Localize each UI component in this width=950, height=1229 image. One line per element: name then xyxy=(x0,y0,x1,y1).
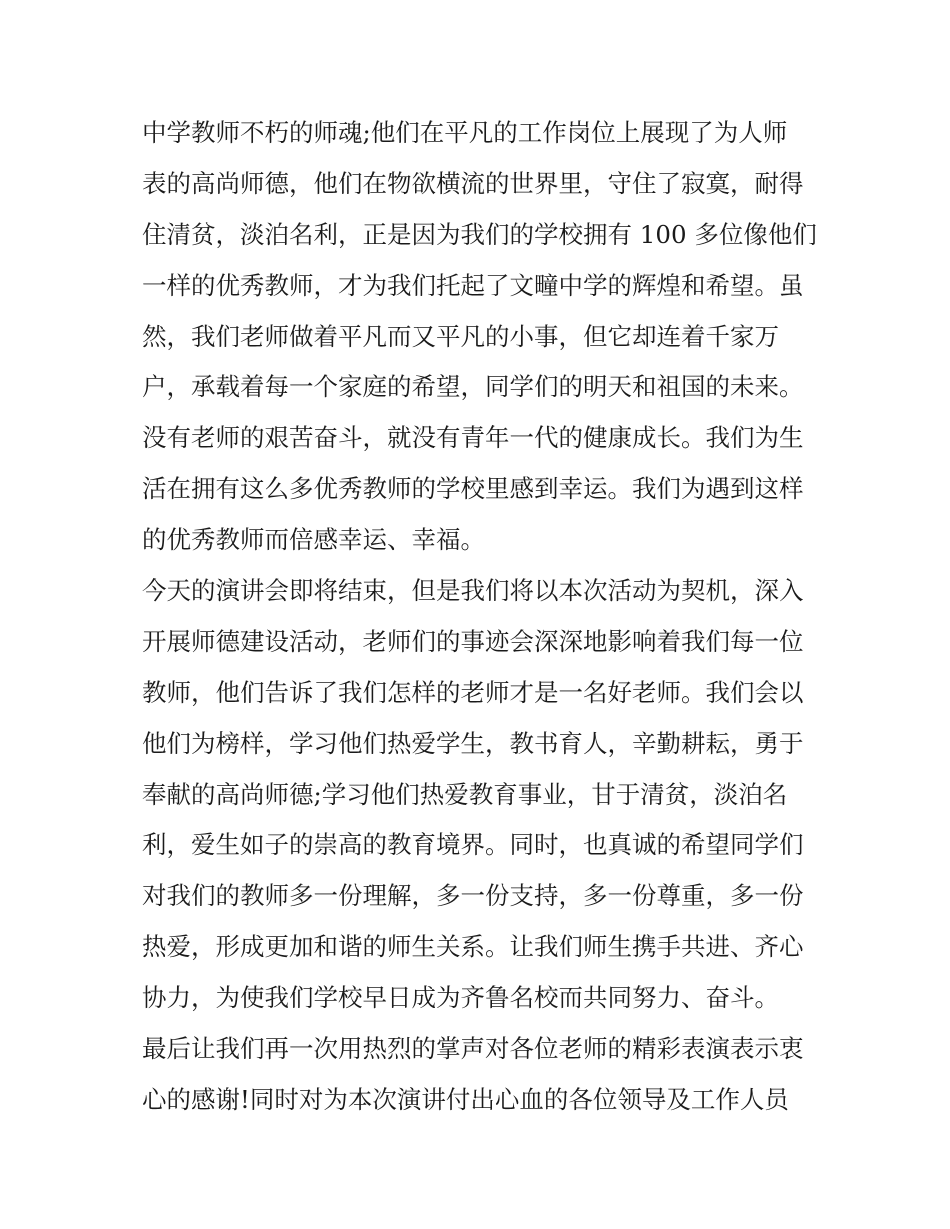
text-line: 表的高尚师德，他们在物欲横流的世界里，守住了寂寞，耐得 xyxy=(142,168,804,198)
text-line: 对我们的教师多一份理解，多一份支持，多一份尊重，多一份 xyxy=(142,881,804,911)
text-line: 今天的演讲会即将结束，但是我们将以本次活动为契机，深入 xyxy=(142,576,804,606)
text-line: 没有老师的艰苦奋斗，就没有青年一代的健康成长。我们为生 xyxy=(142,423,804,453)
text-line: 一样的优秀教师，才为我们托起了文疃中学的辉煌和希望。虽 xyxy=(142,270,804,300)
text-line: 热爱，形成更加和谐的师生关系。让我们师生携手共进、齐心 xyxy=(142,932,804,962)
text-line: 最后让我们再一次用热烈的掌声对各位老师的精彩表演表示衷 xyxy=(142,1034,804,1064)
text-line: 教师，他们告诉了我们怎样的老师才是一名好老师。我们会以 xyxy=(142,677,804,707)
text-line: 然，我们老师做着平凡而又平凡的小事，但它却连着千家万 xyxy=(142,321,779,351)
text-line: 奉献的高尚师德;学习他们热爱教育事业，甘于清贫，淡泊名 xyxy=(142,779,788,809)
text-line: 中学教师不朽的师魂;他们在平凡的工作岗位上展现了为人师 xyxy=(142,118,788,147)
text-line: 开展师德建设活动，老师们的事迹会深深地影响着我们每一位 xyxy=(142,626,804,656)
text-line: 户，承载着每一个家庭的希望，同学们的明天和祖国的未来。 xyxy=(142,372,804,402)
text-line: 他们为榜样，学习他们热爱学生，教书育人，辛勤耕耘，勇于 xyxy=(142,728,804,758)
text-line: 的优秀教师而倍感幸运、幸福。 xyxy=(142,525,485,555)
text-line: 住清贫，淡泊名利，正是因为我们的学校拥有 100 多位像他们 xyxy=(142,219,817,249)
body-text xyxy=(142,108,832,1126)
text-line: 心的感谢!同时对为本次演讲付出心血的各位领导及工作人员 xyxy=(142,1084,789,1114)
text-line: 利，爱生如子的崇高的教育境界。同时，也真诚的希望同学们 xyxy=(142,830,804,860)
text-line: 协力，为使我们学校早日成为齐鲁名校而共同努力、奋斗。 xyxy=(142,983,779,1013)
text-line: 活在拥有这么多优秀教师的学校里感到幸运。我们为遇到这样 xyxy=(142,474,804,504)
